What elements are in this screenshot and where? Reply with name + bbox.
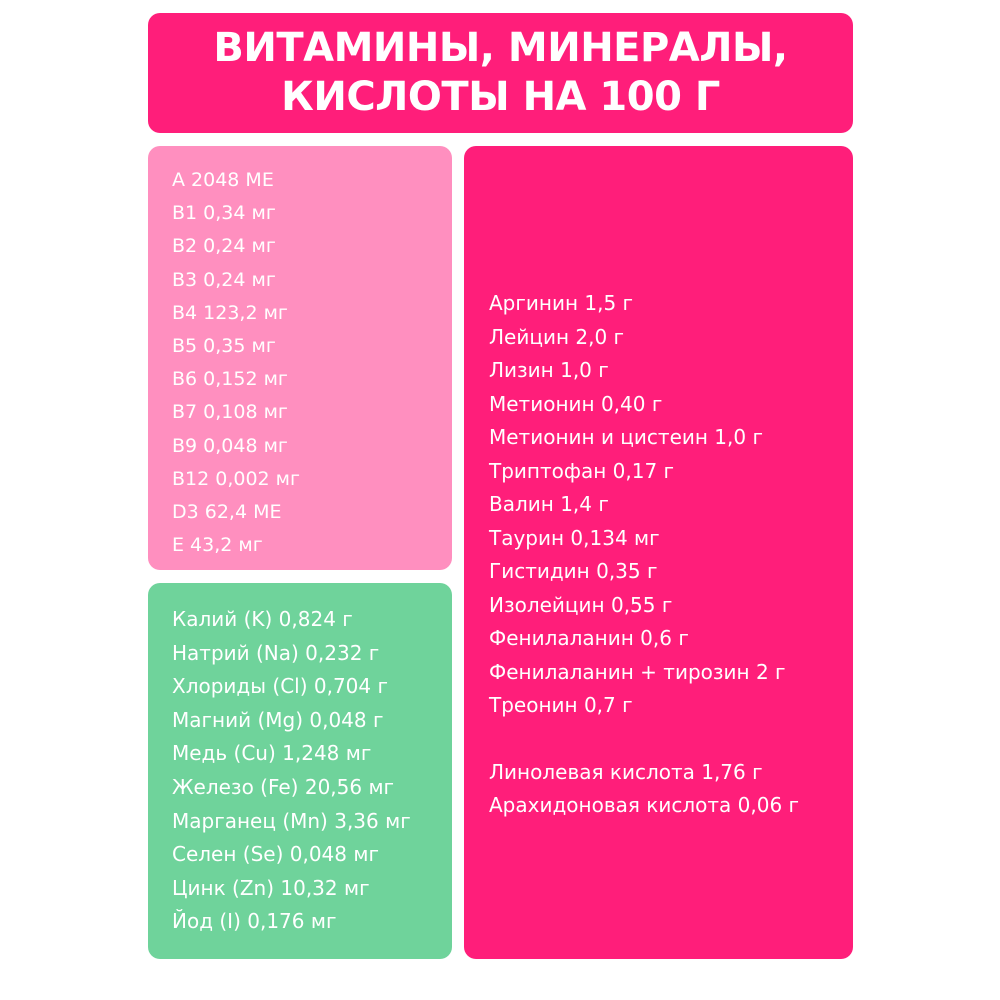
list-item: Натрий (Na) 0,232 г bbox=[172, 640, 380, 665]
list-item: Метионин и цистеин 1,0 г bbox=[489, 425, 763, 449]
minerals-list bbox=[172, 603, 452, 939]
list-item: Железо (Fe) 20,56 мг bbox=[172, 774, 395, 799]
list-item: B12 0,002 мг bbox=[172, 467, 300, 490]
list-item: B7 0,108 мг bbox=[172, 401, 288, 424]
list-item: Хлориды (Cl) 0,704 г bbox=[172, 674, 388, 699]
list-item: Йод (I) 0,176 мг bbox=[172, 909, 337, 934]
vitamins-list bbox=[172, 164, 452, 562]
list-item: Лизин 1,0 г bbox=[489, 358, 609, 382]
list-item: Линолевая кислота 1,76 г bbox=[489, 759, 763, 784]
amino-acids-list bbox=[489, 287, 853, 723]
list-item: Фенилаланин + тирозин 2 г bbox=[489, 659, 786, 684]
minerals-panel bbox=[148, 583, 452, 959]
list-item: D3 62,4 ME bbox=[172, 501, 282, 524]
list-item: B3 0,24 мг bbox=[172, 268, 276, 291]
list-item: B2 0,24 мг bbox=[172, 235, 276, 258]
list-item: B9 0,048 мг bbox=[172, 434, 288, 457]
list-item: B5 0,35 мг bbox=[172, 335, 276, 358]
vitamins-panel bbox=[148, 146, 452, 570]
list-item: Фенилаланин 0,6 г bbox=[489, 626, 689, 650]
list-item: Лейцин 2,0 г bbox=[489, 324, 625, 349]
list-item: B1 0,34 мг bbox=[172, 202, 276, 225]
list-item: Цинк (Zn) 10,32 мг bbox=[172, 875, 370, 900]
header-banner bbox=[148, 13, 853, 133]
list-item: Магний (Mg) 0,048 г bbox=[172, 707, 384, 732]
list-item: Медь (Cu) 1,248 мг bbox=[172, 741, 372, 766]
page-title: ВИТАМИНЫ, МИНЕРАЛЫ, КИСЛОТЫ НА 100 Г bbox=[213, 25, 788, 120]
list-item: Селен (Se) 0,048 мг bbox=[172, 842, 379, 867]
list-item: Аргинин 1,5 г bbox=[489, 291, 634, 315]
fatty-acids-list bbox=[489, 756, 853, 823]
acids-panel bbox=[464, 146, 853, 959]
list-item: Арахидоновая кислота 0,06 г bbox=[489, 793, 800, 817]
list-item: Изолейцин 0,55 г bbox=[489, 592, 673, 617]
list-item: E 43,2 мг bbox=[172, 534, 263, 557]
list-item: Валин 1,4 г bbox=[489, 492, 609, 516]
list-item: Метионин 0,40 г bbox=[489, 391, 663, 416]
list-item: Таурин 0,134 мг bbox=[489, 525, 660, 550]
list-item: Марганец (Mn) 3,36 мг bbox=[172, 808, 411, 833]
list-item: Треонин 0,7 г bbox=[489, 693, 633, 717]
list-item: Калий (K) 0,824 г bbox=[172, 607, 353, 631]
list-item: A 2048 ME bbox=[172, 169, 274, 191]
list-item: Гистидин 0,35 г bbox=[489, 559, 658, 583]
list-item: Триптофан 0,17 г bbox=[489, 458, 675, 483]
list-item: B4 123,2 мг bbox=[172, 301, 288, 324]
list-item: B6 0,152 мг bbox=[172, 368, 288, 391]
